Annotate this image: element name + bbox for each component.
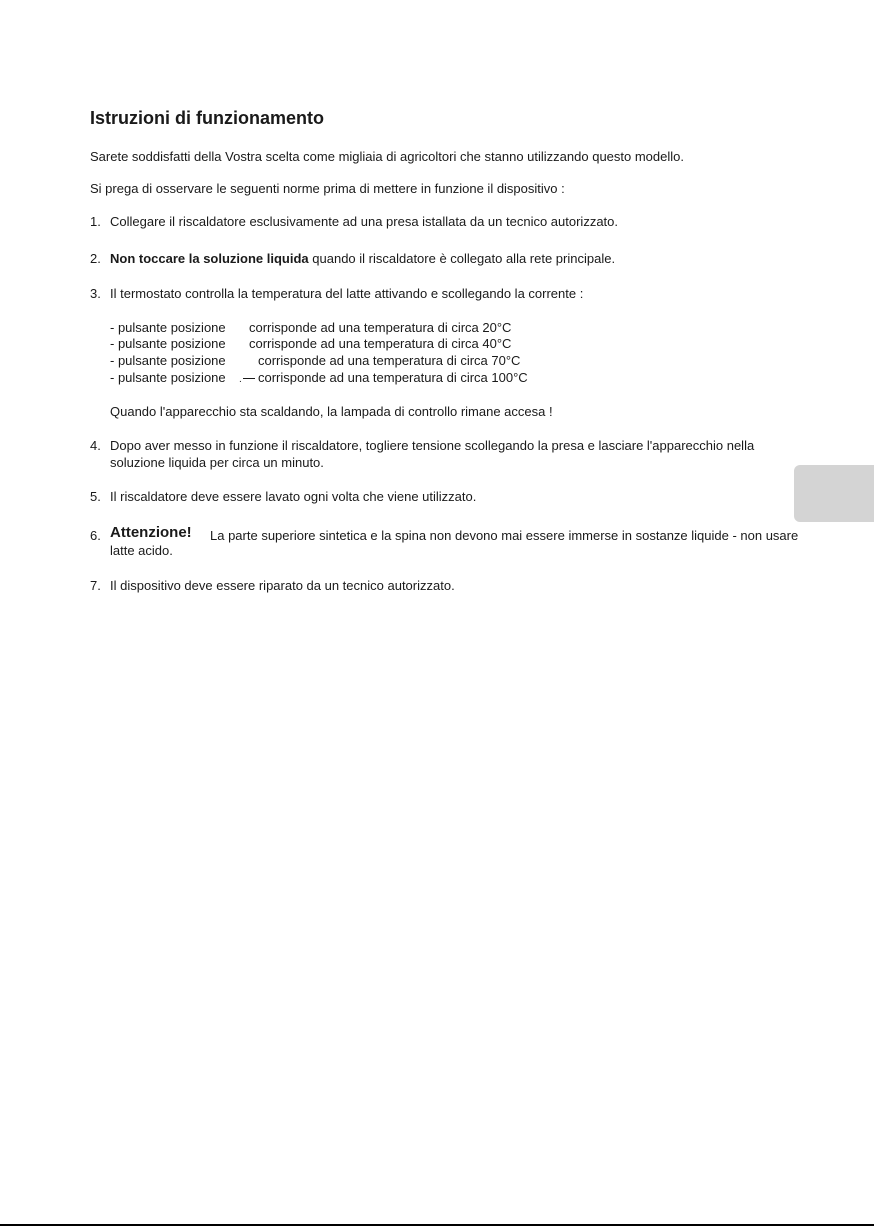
thermostat-position-1-prefix: - pulsante posizione <box>110 320 226 335</box>
thermostat-position-3-text: corrisponde ad una temperatura di circa 70°C <box>258 353 521 368</box>
item-3-text: Il termostato controlla la temperatura del latte attivando e scollegando la corrente : <box>110 286 584 301</box>
item-6-number: 6. <box>90 528 101 543</box>
language-side-tab <box>794 465 874 522</box>
page-title: Istruzioni di funzionamento <box>90 108 324 128</box>
item-2-bold-text: Non toccare la soluzione liquida <box>110 251 309 266</box>
thermostat-position-4-text: corrisponde ad una temperatura di circa 100°C <box>258 370 528 385</box>
item-4-line-1: Dopo aver messo in funzione il riscaldatore, togliere tensione scollegando la presa e lasciare l'apparecchio nella <box>110 438 755 453</box>
thermostat-position-1-text: corrisponde ad una temperatura di circa 20°C <box>249 320 512 335</box>
item-5-number: 5. <box>90 489 101 504</box>
item-2-number: 2. <box>90 251 101 266</box>
item-3-note: Quando l'apparecchio sta scaldando, la lampada di controllo rimane accesa ! <box>110 404 553 419</box>
thermostat-position-2-text: corrisponde ad una temperatura di circa 40°C <box>249 336 512 351</box>
item-4-line-2: soluzione liquida per circa un minuto. <box>110 455 324 470</box>
attention-label: Attenzione! <box>110 524 192 541</box>
position-4-symbol-icon: . <box>239 370 255 388</box>
thermostat-position-4-prefix: - pulsante posizione <box>110 370 226 385</box>
item-7-text: Il dispositivo deve essere riparato da un tecnico autorizzato. <box>110 578 455 593</box>
intro-paragraph-2: Si prega di osservare le seguenti norme prima di mettere in funzione il dispositivo : <box>90 181 565 196</box>
item-5-text: Il riscaldatore deve essere lavato ogni volta che viene utilizzato. <box>110 489 477 504</box>
item-4-number: 4. <box>90 438 101 453</box>
item-2-text <box>110 251 615 267</box>
item-7-number: 7. <box>90 578 101 593</box>
thermostat-position-3-prefix: - pulsante posizione <box>110 353 226 368</box>
intro-paragraph-1: Sarete soddisfatti della Vostra scelta come migliaia di agricoltori che stanno utilizzando questo modello. <box>90 149 684 164</box>
item-6-line-1: La parte superiore sintetica e la spina non devono mai essere immerse in sostanze liquide - non usare <box>210 528 799 543</box>
item-6-warning-label <box>110 525 192 541</box>
item-1-text: Collegare il riscaldatore esclusivamente ad una presa istallata da un tecnico autorizzato. <box>110 214 619 229</box>
item-6-line-2: latte acido. <box>110 543 173 558</box>
thermostat-position-2-prefix: - pulsante posizione <box>110 336 226 351</box>
item-1-number: 1. <box>90 214 101 229</box>
item-3-number: 3. <box>90 286 101 301</box>
item-2-rest-text: quando il riscaldatore è collegato alla rete principale. <box>308 251 616 266</box>
